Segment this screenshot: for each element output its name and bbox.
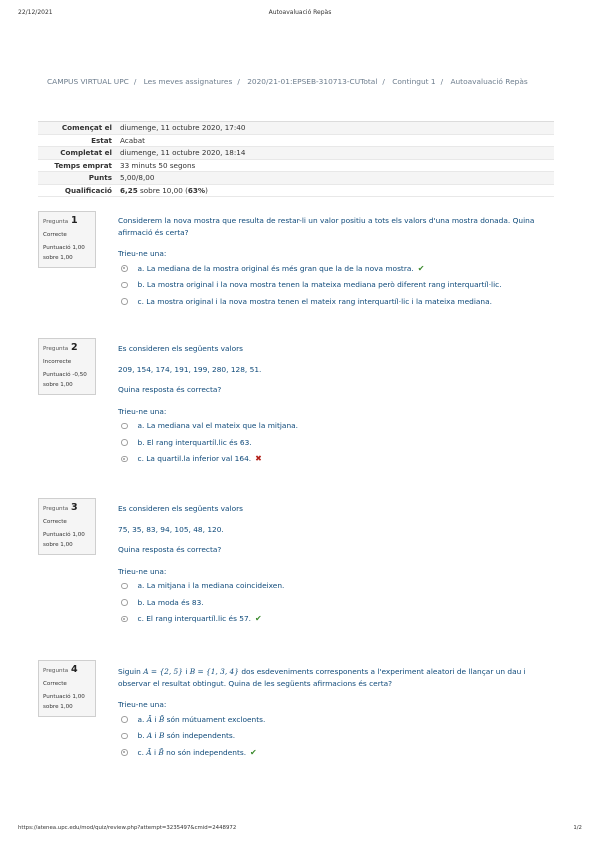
summary-row-grade xyxy=(38,185,554,198)
check-icon: ✔ xyxy=(255,614,262,624)
text-fragment: són mútuament excloents. xyxy=(164,714,266,724)
answer-option[interactable] xyxy=(118,594,554,611)
math-a: A xyxy=(146,731,153,741)
question-state: Correcte xyxy=(43,519,67,525)
text-fragment: i xyxy=(151,747,159,757)
summary-label: Qualificació xyxy=(64,185,112,195)
math-a: Ā xyxy=(146,747,152,757)
radio-checked[interactable] xyxy=(121,749,128,756)
cross-icon: ✖ xyxy=(255,454,262,464)
answer-option[interactable] xyxy=(118,728,554,745)
question-text xyxy=(118,666,554,689)
summary-label: Començat el xyxy=(61,123,112,133)
breadcrumb-course[interactable]: 2020/21-01:EPSEB-310713-CUTotal xyxy=(247,77,378,86)
radio-unchecked[interactable] xyxy=(121,423,128,430)
answer-text xyxy=(138,748,247,757)
grade-score: 6,25 xyxy=(120,185,138,195)
breadcrumb xyxy=(47,77,580,86)
text-fragment: Siguin xyxy=(118,667,144,676)
answer-prompt: Trieu-ne una: xyxy=(118,700,167,709)
grade-line: sobre 1,00 xyxy=(43,703,73,710)
summary-row-points xyxy=(38,172,554,185)
breadcrumb-separator: / xyxy=(382,77,385,86)
text-fragment: i xyxy=(152,714,159,724)
grade-line: Puntuació 1,00 xyxy=(43,245,85,251)
spacer xyxy=(118,535,554,544)
math-b: B̄ xyxy=(158,747,164,757)
text-fragment: a. xyxy=(137,714,147,724)
answer-list xyxy=(118,711,554,761)
summary-label: Temps emprat xyxy=(54,160,112,170)
grade-line: Puntuació -0,50 xyxy=(43,372,87,378)
grade-percent: 63% xyxy=(187,185,206,195)
answer-text: c. La mostra original i la nova mostra tenen el mateix rang interquartíl·lic i la mateixa mediana. xyxy=(137,296,492,306)
print-url: https://atenea.upc.edu/mod/quiz/review.php?attempt=3235497&cmid=2448972 xyxy=(18,825,237,831)
radio-checked[interactable] xyxy=(121,265,128,272)
answer-option[interactable] xyxy=(118,260,554,277)
print-header xyxy=(18,9,582,19)
summary-row-started xyxy=(38,122,554,135)
summary-value: 5,00/8,00 xyxy=(120,173,155,183)
radio-unchecked[interactable] xyxy=(121,583,128,590)
question-values: 209, 154, 174, 191, 199, 280, 128, 51. xyxy=(118,364,262,374)
text-fragment: c. xyxy=(137,747,147,757)
grade-line: sobre 1,00 xyxy=(43,381,73,388)
answer-option[interactable] xyxy=(118,578,554,595)
print-footer xyxy=(18,825,582,835)
text-fragment: b. xyxy=(137,731,147,741)
question-number xyxy=(43,664,92,675)
math-set-b: B = {1, 3, 4} xyxy=(189,667,239,676)
answer-text: b. La moda és 83. xyxy=(137,597,204,607)
question-num: 2 xyxy=(70,342,78,353)
check-icon: ✔ xyxy=(250,747,257,757)
answer-option[interactable] xyxy=(118,451,554,468)
radio-unchecked[interactable] xyxy=(121,599,128,606)
question-content xyxy=(118,503,554,627)
radio-unchecked[interactable] xyxy=(121,282,128,289)
question-question: Quina resposta és correcta? xyxy=(118,545,222,554)
question-label: Pregunta xyxy=(43,506,69,512)
answer-text: c. El rang interquartíl.lic és 57. xyxy=(137,614,252,624)
radio-checked[interactable] xyxy=(121,456,128,463)
breadcrumb-separator: / xyxy=(237,77,240,86)
grade-line: Puntuació 1,00 xyxy=(43,532,85,538)
question-state: Incorrecte xyxy=(43,359,72,365)
question-label: Pregunta xyxy=(43,219,69,225)
text-fragment: no són independents. xyxy=(163,747,247,757)
answer-list xyxy=(118,418,554,468)
answer-prompt: Trieu-ne una: xyxy=(118,406,167,416)
question-info xyxy=(38,338,96,395)
summary-value: diumenge, 11 octubre 2020, 18:14 xyxy=(120,148,246,158)
question-num: 4 xyxy=(70,664,78,675)
grade-close: ) xyxy=(205,185,208,195)
summary-label: Punts xyxy=(88,173,112,183)
answer-text: b. La mostra original i la nova mostra tenen la mateixa mediana però diferent rang interquartíl·lic. xyxy=(137,280,502,290)
answer-option[interactable] xyxy=(118,293,554,310)
radio-unchecked[interactable] xyxy=(121,733,128,740)
question-label: Pregunta xyxy=(43,668,69,674)
question-grade xyxy=(43,244,92,263)
summary-label: Estat xyxy=(91,135,112,145)
answer-text: b. El rang interquartíl.lic és 63. xyxy=(137,437,252,447)
radio-unchecked[interactable] xyxy=(121,298,128,305)
question-text: Considerem la nova mostra que resulta de restar-li un valor positiu a tots els valors d'una mostra donada. Quina afirmació és certa? xyxy=(118,216,535,237)
answer-text: a. La mediana val el mateix que la mitjana. xyxy=(137,421,299,431)
answer-option[interactable] xyxy=(118,744,554,761)
answer-text: a. La mediana de la mostra original és més gran que la de la nova mostra. xyxy=(137,263,414,273)
answer-prompt: Trieu-ne una: xyxy=(118,249,167,258)
question-number xyxy=(43,502,92,513)
answer-prompt: Trieu-ne una: xyxy=(118,566,167,576)
breadcrumb-campus[interactable]: CAMPUS VIRTUAL UPC xyxy=(47,77,129,86)
grade-line: sobre 1,00 xyxy=(43,541,73,548)
breadcrumb-section[interactable]: Contingut 1 xyxy=(392,77,436,86)
grade-line: sobre 1,00 xyxy=(43,254,73,261)
question-info xyxy=(38,211,96,268)
summary-row-completed xyxy=(38,147,554,160)
spacer xyxy=(118,375,554,384)
spacer xyxy=(118,515,554,524)
math-a: Ā xyxy=(146,714,153,724)
question-text: Es consideren els següents valors xyxy=(118,344,244,353)
summary-value: 33 minuts 50 segons xyxy=(120,160,196,170)
question-content xyxy=(118,215,554,310)
question-number xyxy=(43,215,92,226)
question-text: Es consideren els següents valors xyxy=(118,504,244,513)
grade-line: Puntuació 1,00 xyxy=(43,694,85,700)
summary-label: Completat el xyxy=(60,148,112,158)
question-content xyxy=(118,666,554,761)
text-fragment: dos esdeveniments corresponents a l'experiment aleatori de llançar un dau i observar el resultat obtingut. Quina de les següents afirmacions és certa? xyxy=(118,667,526,688)
print-title: Autoavaluació Repàs xyxy=(268,9,332,16)
summary-value: Acabat xyxy=(120,135,145,145)
check-icon: ✔ xyxy=(417,263,425,273)
math-set-a: A = {2, 5} xyxy=(143,667,183,676)
text-fragment: i xyxy=(152,731,159,741)
radio-unchecked[interactable] xyxy=(121,716,128,723)
text-fragment: i xyxy=(182,667,190,676)
question-info xyxy=(38,660,96,717)
page-number: 1/2 xyxy=(573,825,582,831)
breadcrumb-separator: / xyxy=(133,77,137,86)
print-date: 22/12/2021 xyxy=(18,9,53,16)
answer-option[interactable] xyxy=(118,418,554,435)
breadcrumb-quiz[interactable]: Autoavaluació Repàs xyxy=(450,77,528,86)
text-fragment: són independents. xyxy=(164,731,236,741)
summary-value xyxy=(118,186,208,195)
question-label: Pregunta xyxy=(43,346,69,352)
answer-text xyxy=(138,715,266,724)
summary-row-time xyxy=(38,160,554,173)
answer-option[interactable] xyxy=(118,611,554,628)
grade-rest: sobre 10,00 ( xyxy=(137,185,188,195)
answer-list xyxy=(118,578,554,628)
summary-row-state xyxy=(38,135,554,148)
question-question: Quina resposta és correcta? xyxy=(118,385,222,394)
math-b: B̄ xyxy=(158,714,165,724)
math-b: B xyxy=(159,731,165,741)
spacer xyxy=(118,355,554,364)
answer-text: a. La mitjana i la mediana coincideixen. xyxy=(137,581,285,591)
question-num: 1 xyxy=(70,215,78,226)
answer-text: c. La quartil.la inferior val 164. xyxy=(137,454,252,464)
answer-list xyxy=(118,260,554,310)
answer-option[interactable] xyxy=(118,434,554,451)
answer-text xyxy=(138,731,236,740)
attempt-summary-table xyxy=(38,121,554,197)
question-values: 75, 35, 83, 94, 105, 48, 120. xyxy=(118,524,224,534)
answer-option[interactable] xyxy=(118,277,554,294)
question-num: 3 xyxy=(70,502,78,513)
question-number xyxy=(43,342,92,353)
question-info xyxy=(38,498,96,555)
breadcrumb-my-courses[interactable]: Les meves assignatures xyxy=(143,77,233,86)
answer-option[interactable] xyxy=(118,711,554,728)
radio-unchecked[interactable] xyxy=(121,439,128,446)
question-content xyxy=(118,343,554,467)
radio-checked[interactable] xyxy=(121,616,128,623)
summary-value: diumenge, 11 octubre 2020, 17:40 xyxy=(120,123,246,133)
question-state: Correcte xyxy=(43,232,67,238)
question-grade xyxy=(43,531,92,550)
question-state: Correcte xyxy=(43,681,67,687)
question-grade xyxy=(43,371,92,390)
breadcrumb-separator: / xyxy=(440,77,444,86)
question-grade xyxy=(43,693,92,712)
